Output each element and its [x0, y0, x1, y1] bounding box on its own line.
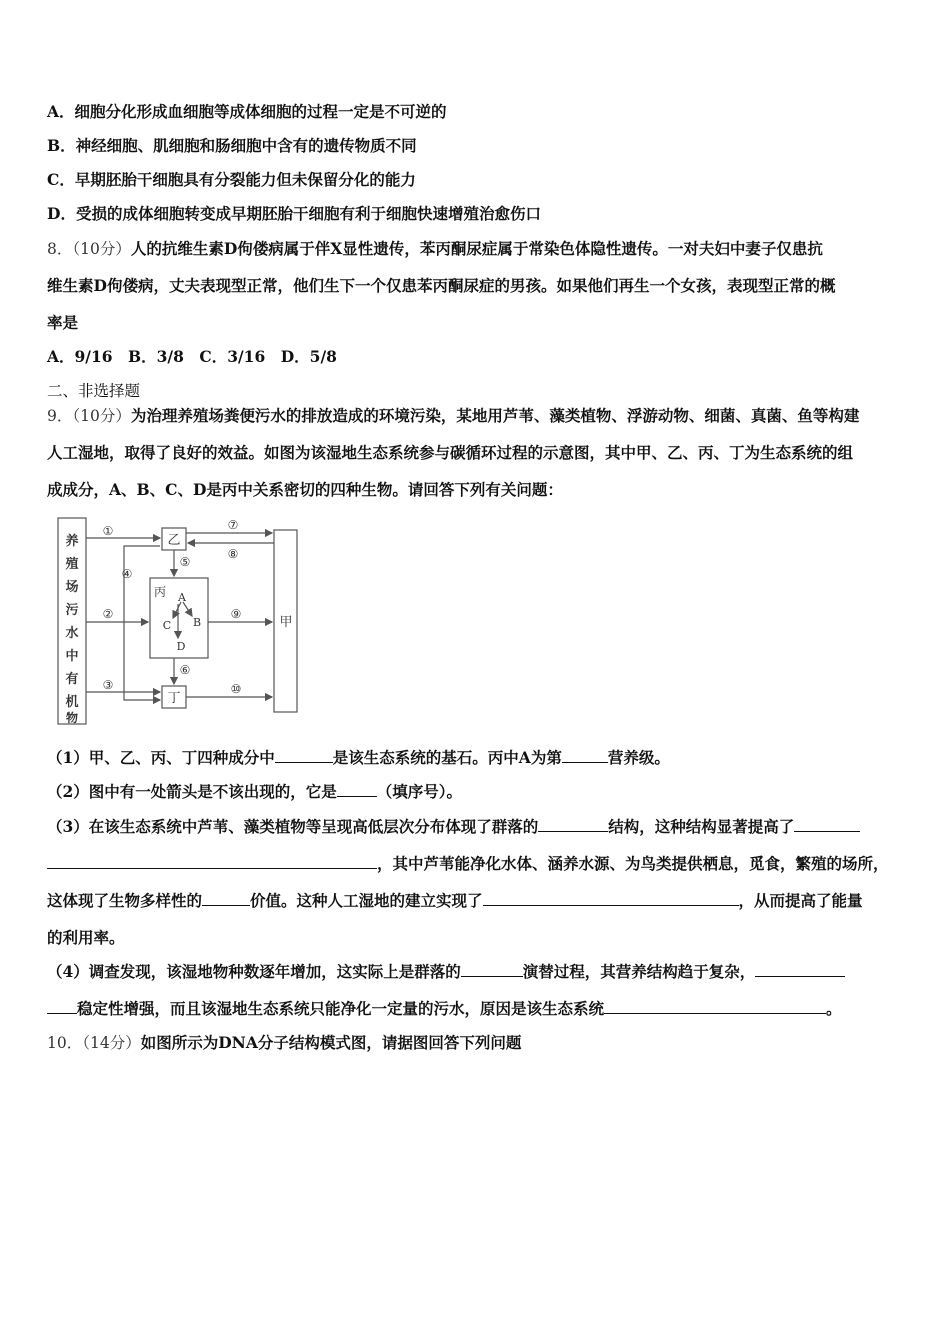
- bing-label: 丙: [153, 585, 167, 599]
- arrow-label-4: ④: [121, 567, 133, 581]
- q9-sub1-a: （1）甲、乙、丙、丁四种成分中: [47, 748, 275, 767]
- q9-sub1-c: 营养级。: [607, 748, 670, 767]
- answer-blank[interactable]: [538, 817, 608, 832]
- answer-blank[interactable]: [202, 891, 250, 906]
- q7-option-a: A．细胞分化形成血细胞等成体细胞的过程一定是不可逆的: [47, 102, 447, 121]
- ding-label: 丁: [167, 691, 181, 706]
- arrow-label-7: ⑦: [227, 518, 239, 532]
- source-char-3: 污: [65, 603, 79, 618]
- answer-blank[interactable]: [483, 891, 739, 906]
- q8-line3: 率是: [47, 313, 79, 332]
- q9-line1: [47, 406, 859, 426]
- q9-sub4-b: 演替过程，其营养结构趋于复杂，: [522, 962, 756, 981]
- q8-line2: 维生素D佝偻病，丈夫表现型正常，他们生下一个仅患苯丙酮尿症的男孩。如果他们再生一个女孩，表现型正常的概: [47, 276, 836, 295]
- q9-sub3-e: 价值。这种人工湿地的建立实现了: [250, 891, 483, 910]
- q9-sub3-line2: [47, 854, 889, 874]
- q7-option-c: C．早期胚胎干细胞具有分裂能力但未保留分化的能力: [47, 170, 416, 189]
- q9-line2: 人工湿地，取得了良好的效益。如图为该湿地生态系统参与碳循环过程的示意图，其中甲、乙、丙、丁为生态系统的组: [47, 443, 854, 462]
- source-char-8: 物: [65, 711, 79, 725]
- carbon-cycle-diagram: [52, 516, 312, 728]
- species-c: C: [162, 619, 172, 632]
- source-char-4: 水: [65, 626, 79, 641]
- answer-blank[interactable]: [604, 999, 826, 1014]
- arrow-label-2: ②: [102, 607, 114, 621]
- answer-blank[interactable]: [337, 782, 377, 797]
- arrow-label-9: ⑨: [230, 607, 242, 621]
- q8-line1: [47, 239, 823, 259]
- q9-sub4-a: （4）调查发现，该湿地物种数逐年增加，这实际上是群落的: [47, 962, 461, 981]
- answer-blank[interactable]: [47, 854, 377, 869]
- q9-sub4-c: 稳定性增强，而且该湿地生态系统只能净化一定量的污水，原因是该生态系统: [77, 999, 605, 1018]
- answer-blank[interactable]: [275, 748, 333, 763]
- q9-sub3-d: 这体现了生物多样性的: [47, 891, 203, 910]
- answer-blank[interactable]: [461, 962, 523, 977]
- q8-number: 8．（10分）: [47, 240, 131, 258]
- answer-blank[interactable]: [755, 962, 845, 977]
- q9-sub3-line3: [47, 891, 863, 911]
- q9-line3: 成成分，A、B、C、D是丙中关系密切的四种生物。请回答下列有关问题：: [47, 480, 563, 499]
- answer-blank[interactable]: [47, 999, 77, 1014]
- q9-sub3-line1: [47, 817, 860, 837]
- arrow-label-1: ①: [102, 524, 114, 538]
- jia-label: 甲: [279, 615, 293, 630]
- q7-option-d: D．受损的成体细胞转变成早期胚胎干细胞有利于细胞快速增殖治愈伤口: [47, 204, 541, 223]
- q8-options: A．9/16 B．3/8 C．3/16 D．5/8: [47, 347, 337, 366]
- q9-sub2-a: （2）图中有一处箭头是不该出现的，它是: [47, 782, 337, 801]
- source-char-1: 殖: [65, 557, 79, 572]
- q9-text-1: 为治理养殖场粪便污水的排放造成的环境污染，某地用芦苇、藻类植物、浮游动物、细菌、真菌、鱼等构建: [130, 406, 860, 425]
- species-d: D: [176, 640, 186, 653]
- yi-label: 乙: [167, 533, 181, 548]
- answer-blank[interactable]: [794, 817, 860, 832]
- q9-sub3-a: （3）在该生态系统中芦苇、藻类植物等呈现高低层次分布体现了群落的: [47, 817, 539, 836]
- source-char-0: 养: [65, 534, 79, 549]
- q8-text-1: 人的抗维生素D佝偻病属于伴X显性遗传，苯丙酮尿症属于常染色体隐性遗传。一对夫妇中妻子仅患抗: [130, 239, 823, 258]
- arrow-label-10: ⑩: [230, 682, 242, 696]
- q10-line: [47, 1033, 521, 1053]
- q9-sub2-b: （填序号）。: [376, 782, 463, 801]
- arrow-label-3: ③: [102, 678, 114, 692]
- q9-sub1-b: 是该生态系统的基石。丙中A为第: [332, 748, 562, 767]
- source-char-6: 有: [65, 672, 79, 687]
- species-a: A: [178, 591, 186, 604]
- q9-sub2: [47, 782, 462, 802]
- arrow-label-6: ⑥: [179, 663, 191, 677]
- q10-text: 如图所示为DNA分子结构模式图，请据图回答下列问题: [140, 1033, 522, 1052]
- q9-sub4-d: 。: [826, 999, 842, 1018]
- q10-number: 10．（14分）: [47, 1034, 141, 1052]
- source-char-2: 场: [65, 580, 79, 595]
- q9-sub1: [47, 748, 670, 768]
- q9-sub3-b: 结构，这种结构显著提高了: [608, 817, 795, 836]
- q9-sub3-c: ，其中芦苇能净化水体、涵养水源、为鸟类提供栖息，觅食，繁殖的场所，: [377, 854, 889, 873]
- q9-sub3-f: ，从而提高了能量: [738, 891, 863, 910]
- answer-blank[interactable]: [562, 748, 608, 763]
- q7-option-b: B．神经细胞、肌细胞和肠细胞中含有的遗传物质不同: [47, 136, 417, 155]
- q9-sub4-line1: [47, 962, 845, 982]
- arrow-label-5: ⑤: [179, 555, 191, 569]
- q9-number: 9．（10分）: [47, 407, 131, 425]
- q9-sub3-line4: 的利用率。: [47, 928, 125, 947]
- arrow-label-8: ⑧: [227, 547, 239, 561]
- q9-sub4-line2: [47, 999, 842, 1019]
- section-heading: 二、非选择题: [47, 382, 141, 400]
- species-b: B: [192, 616, 202, 629]
- source-char-7: 机: [65, 695, 79, 710]
- source-char-5: 中: [65, 649, 79, 664]
